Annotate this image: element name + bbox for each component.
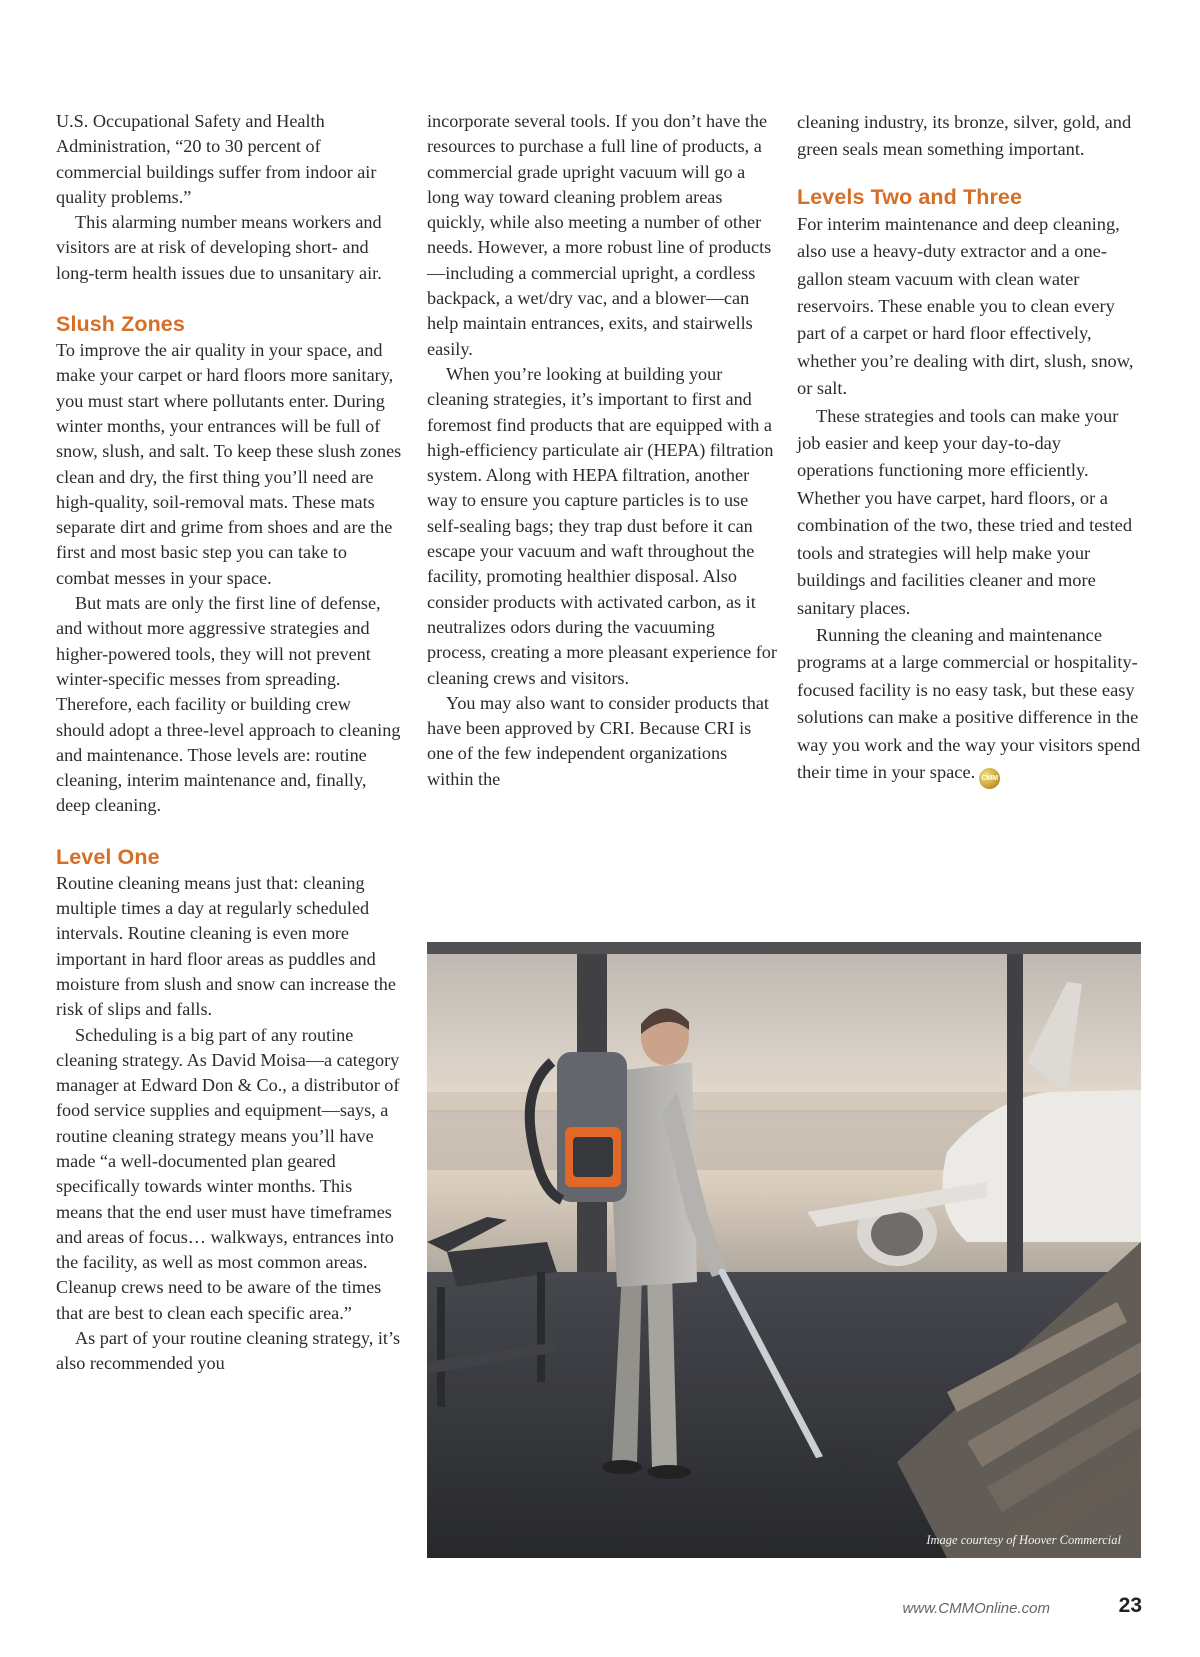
body-paragraph: cleaning industry, its bronze, silver, gold, and green seals mean something important. [797, 112, 1132, 160]
body-paragraph: You may also want to consider products that have been approved by CRI. Because CRI is one of the few independent organizations within the [427, 692, 769, 789]
body-paragraph-text: Running the cleaning and maintenance programs at a large commercial or hospitality-focused facility is no easy task, but these easy solutions can make a positive difference in the way you work and the way your visitors spend their time in your space. [797, 624, 1141, 782]
photo-illustration [427, 942, 1141, 1558]
body-paragraph: incorporate several tools. If you don’t have the resources to purchase a full line of products, a commercial grade upright vacuum will go a long way toward cleaning problem areas quickly, while also meeting a number of other needs. However, a more robust line of products—including a commercial upright, a cordless backpack, a wet/dry vac, and a blower—can help maintain entrances, exits, and stairwells easily. [427, 111, 772, 359]
article-photo [427, 942, 1141, 1558]
body-paragraph: When you’re looking at building your cleaning strategies, it’s important to first and foremost find products that are equipped with a high-efficiency particulate air (HEPA) filtration system. Along with HEPA filtration, another way to ensure you capture particles is to use self-sealing bags; they trap dust before it can escape your vacuum and waft throughout the facility, promoting healthier disposal. Also consider products with activated carbon, as it neutralizes odors during the vacuuming process, creating a more pleasant experience for cleaning crews and visitors. [427, 363, 777, 688]
section-heading-levels-two-three: Levels Two and Three [797, 184, 1023, 209]
photo-caption: Image courtesy of Hoover Commercial [926, 1533, 1121, 1547]
section-heading-slush-zones: Slush Zones [56, 312, 185, 337]
footer-website-link[interactable]: www.CMMOnline.com [902, 1600, 1050, 1617]
body-paragraph: For interim maintenance and deep cleaning, also use a heavy-duty extractor and a one-gallon steam vacuum with clean water reservoirs. These enable you to clean every part of a carpet or hard floor effectively, whether you’re dealing with dirt, slush, snow, or salt. [797, 213, 1134, 399]
page-number: 23 [1118, 1594, 1142, 1617]
cmm-end-mark-icon: CMM [979, 768, 1000, 789]
body-paragraph: This alarming number means workers and visitors are at risk of developing short- and long-term health issues due to unsanitary air. [56, 212, 382, 283]
section-heading-level-one: Level One [56, 844, 160, 869]
body-paragraph: But mats are only the first line of defense, and without more aggressive strategies and higher-powered tools, they will not prevent winter-specific messes from spreading. Therefore, each facility or building crew should adopt a three-level approach to cleaning and maintenance. Those levels are: routine cleaning, interim maintenance and, finally, deep cleaning. [56, 593, 401, 816]
body-paragraph: U.S. Occupational Safety and Health Administration, “20 to 30 percent of commercial buildings suffer from indoor air quality problems.” [56, 111, 377, 207]
body-paragraph: To improve the air quality in your space, and make your carpet or hard floors more sanitary, you must start where pollutants enter. During winter months, your entrances will be full of snow, slush, and salt. To keep these slush zones clean and dry, the first thing you’ll need are high-quality, soil-removal mats. These mats separate dirt and grime from shoes and are the first and most basic step you can take to combat messes in your space. [56, 340, 402, 588]
body-paragraph: As part of your routine cleaning strategy, it’s also recommended you [56, 1328, 401, 1374]
article-column-1 [56, 109, 402, 1377]
body-paragraph: Routine cleaning means just that: cleaning multiple times a day at regularly scheduled intervals. Routine cleaning is even more important in hard floor areas as puddles and moisture from slush and snow can increase the risk of slips and falls. [56, 872, 396, 1020]
article-column-2 [427, 109, 777, 792]
article-column-3 [797, 109, 1142, 789]
body-paragraph [797, 622, 1142, 789]
body-paragraph: Scheduling is a big part of any routine cleaning strategy. As David Moisa—a category manager at Edward Don & Co., a distributor of food service supplies and equipment—says, a routine cleaning strategy means you’ll have made “a well-documented plan geared specifically towards winter months. This means that the end user must have timeframes and areas of focus… walkways, entrances into the facility, as well as most common areas. Cleanup crews need to be aware of the times that are best to clean each specific area.” [56, 1024, 400, 1323]
body-paragraph: These strategies and tools can make your job easier and keep your day-to-day operations functioning more efficiently. Whether you have carpet, hard floors, or a combination of the two, these tried and tested tools and strategies will help make your buildings and facilities cleaner and more sanitary places. [797, 405, 1133, 618]
